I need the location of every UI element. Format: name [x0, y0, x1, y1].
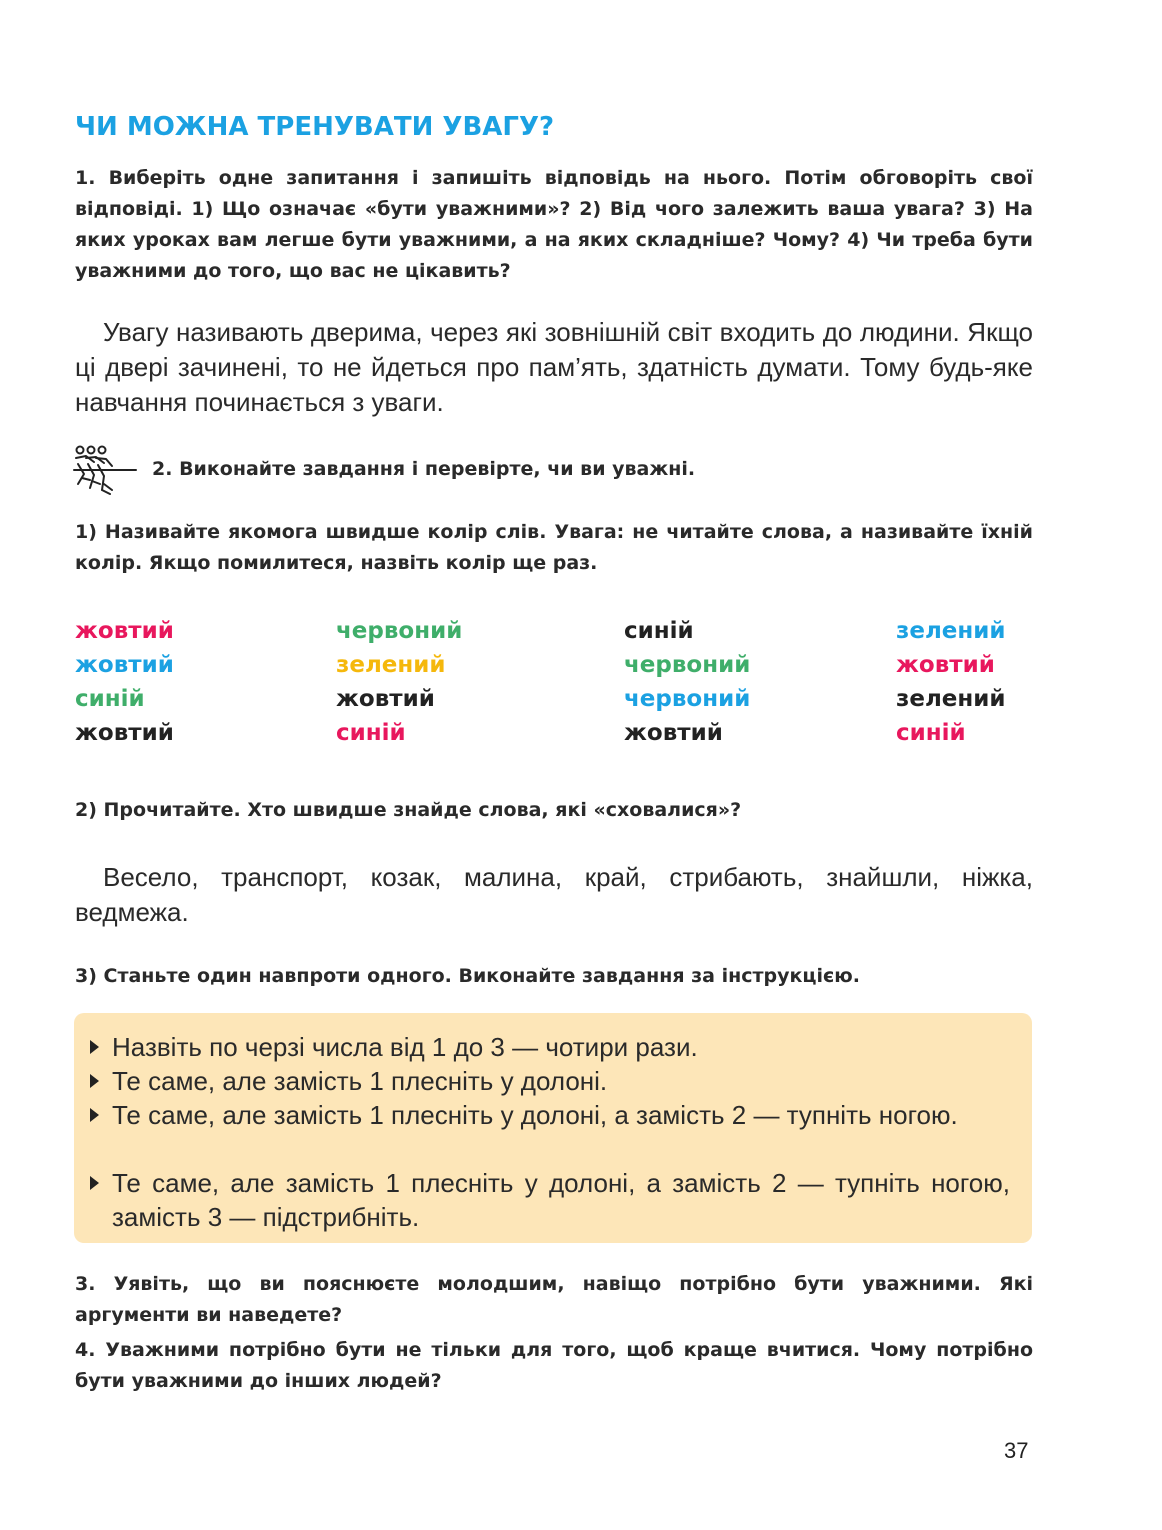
question-number: 3) — [973, 198, 996, 220]
color-word: жовтий — [336, 686, 435, 712]
hidden-words-paragraph: Весело, транспорт, козак, малина, край, стрибають, знайшли, ніжка, ведмежа. — [75, 862, 1033, 927]
question-number: 4) — [847, 229, 870, 251]
color-word: червоний — [336, 618, 463, 644]
bullet-triangle-icon — [90, 1176, 99, 1190]
subtask-text: Прочитайте. Хто швидше знайде слова, які «сховалися»? — [103, 799, 742, 821]
task-1 — [75, 163, 1033, 287]
people-pulling-rope-icon — [72, 444, 138, 498]
subtask-3 — [75, 961, 1033, 992]
task-number: 4. — [75, 1339, 96, 1361]
color-word: синій — [75, 686, 145, 712]
color-word: синій — [896, 720, 966, 746]
page-number: 37 — [1004, 1438, 1029, 1463]
task-number: 1. — [75, 167, 96, 189]
question-text: Чи треба бути уважними до того, що вас не цікавить? — [75, 229, 1033, 282]
color-word: зелений — [896, 618, 1006, 644]
bullet-triangle-icon — [90, 1040, 99, 1054]
subtask-number: 1) — [75, 521, 97, 543]
color-word: синій — [624, 618, 694, 644]
color-word: жовтий — [75, 618, 174, 644]
instruction-text: Те саме, але замість 1 плесніть у долоні, а замість 2 — тупніть ногою, замість 3 — підстрибніть. — [112, 1168, 1010, 1232]
task-lead: Виберіть одне запитання і запишіть відповідь на нього. Потім обговоріть свої відповіді. — [75, 167, 1033, 220]
subtask-number: 3) — [75, 965, 97, 987]
question-number: 2) — [579, 198, 602, 220]
subtask-text: Станьте один навпроти одного. Виконайте завдання за інструкцією. — [103, 965, 860, 987]
bullet-triangle-icon — [90, 1108, 99, 1122]
question-number: 1) — [191, 198, 214, 220]
bullet-triangle-icon — [90, 1074, 99, 1088]
instruction-item — [90, 1030, 1010, 1064]
instruction-text: Те саме, але замість 1 плесніть у долоні. — [112, 1066, 608, 1096]
question-text: Від чого залежить ваша увага? — [609, 198, 965, 220]
instruction-item — [90, 1166, 1010, 1234]
color-word: жовтий — [75, 652, 174, 678]
task-4 — [75, 1335, 1033, 1397]
color-word: червоний — [624, 686, 751, 712]
subtask-number: 2) — [75, 799, 97, 821]
instruction-item — [90, 1064, 1010, 1098]
intro-paragraph: Увагу називають дверима, через які зовнішній світ входить до людини. Якщо ці двері зачинені, то не йдеться про пам’ять, здатність думати. Тому будь-яке навчання починається з уваги. — [75, 317, 1033, 417]
task-3 — [75, 1269, 1033, 1331]
color-word: синій — [336, 720, 406, 746]
question-text: На яких уроках вам легше бути уважними, а на яких складніше? Чому? — [75, 198, 1033, 251]
color-word: жовтий — [896, 652, 995, 678]
task-text: Уявіть, що ви пояснюєте молодшим, навіщо потрібно бути уважними. Які аргументи ви наведете? — [75, 1273, 1033, 1326]
instruction-text: Те саме, але замість 1 плесніть у долоні, а замість 2 — тупніть ногою. — [112, 1100, 958, 1130]
color-word: жовтий — [75, 720, 174, 746]
task-text: Виконайте завдання і перевірте, чи ви уважні. — [179, 458, 696, 480]
color-word: зелений — [896, 686, 1006, 712]
instruction-item — [90, 1098, 1010, 1132]
subtask-1 — [75, 517, 1033, 579]
color-word: зелений — [336, 652, 446, 678]
task-number: 3. — [75, 1273, 96, 1295]
task-text: Уважними потрібно бути не тільки для того, щоб краще вчитися. Чому потрібно бути уважними до інших людей? — [75, 1339, 1033, 1392]
color-word: жовтий — [624, 720, 723, 746]
task-2 — [152, 454, 1032, 485]
page-title: ЧИ МОЖНА ТРЕНУВАТИ УВАГУ? — [75, 112, 555, 142]
subtask-text: Називайте якомога швидше колір слів. Увага: не читайте слова, а називайте їхній колір. Якщо помилитеся, назвіть колір ще раз. — [75, 521, 1033, 574]
question-text: Що означає «бути уважними»? — [222, 198, 571, 220]
task-number: 2. — [152, 458, 173, 480]
instruction-text: Назвіть по черзі числа від 1 до 3 — чотири рази. — [112, 1032, 698, 1062]
color-word: червоний — [624, 652, 751, 678]
subtask-2 — [75, 795, 1033, 826]
